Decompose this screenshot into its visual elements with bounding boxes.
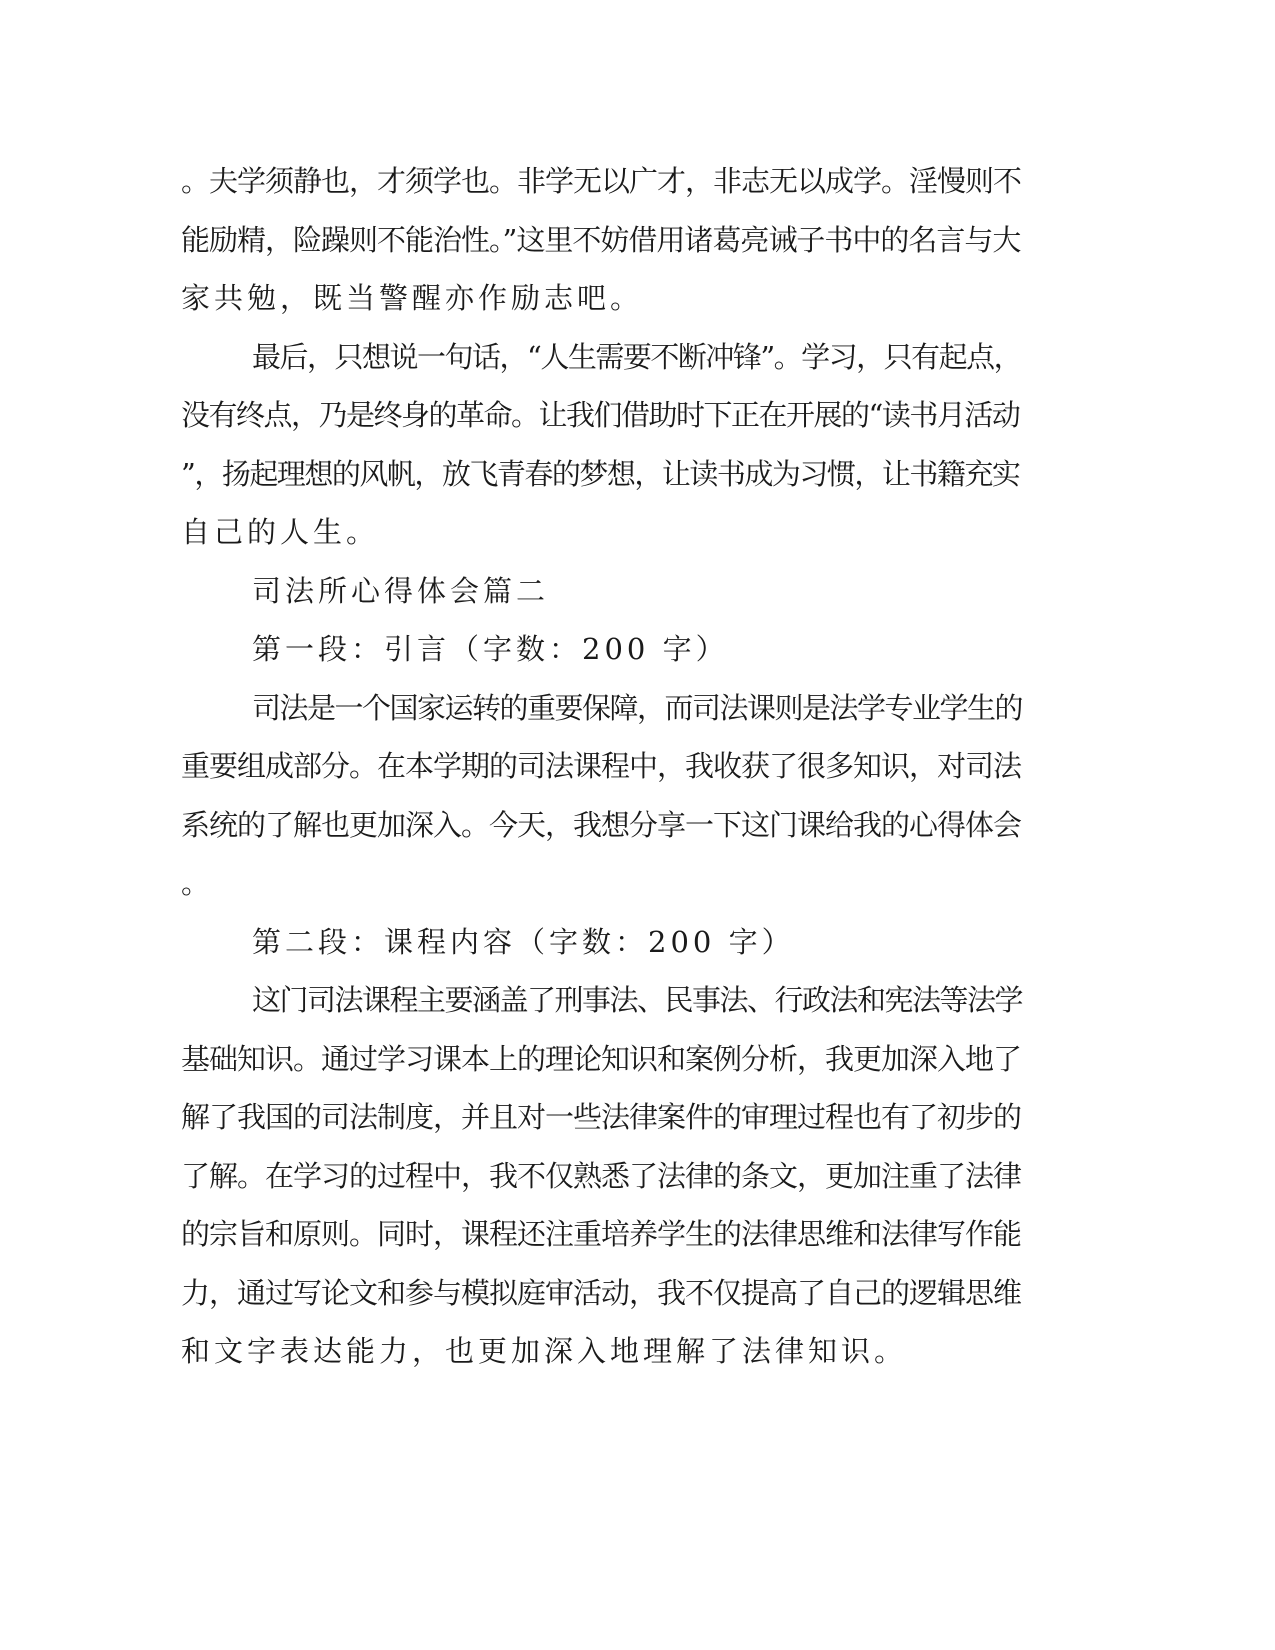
paragraph-heading: 第一段：引言（字数：200 字）	[252, 632, 729, 666]
text-line: ”，扬起理想的风帆，放飞青春的梦想，让读书成为习惯，让书籍充实	[181, 457, 1020, 491]
text-line: 能励精，险躁则不能治性。”这里不妨借用诸葛亮诫子书中的名言与大	[181, 223, 1021, 257]
section-heading: 司法所心得体会篇二	[252, 574, 550, 608]
text-line: 家共勉，既当警醒亦作励志吧。	[181, 281, 644, 315]
text-line: 重要组成部分。在本学期的司法课程中，我收获了很多知识，对司法	[181, 749, 1022, 783]
text-line: 力，通过写论文和参与模拟庭审活动，我不仅提高了自己的逻辑思维	[181, 1276, 1022, 1310]
text-line: 基础知识。通过学习课本上的理论知识和案例分析，我更加深入地了	[181, 1042, 1022, 1076]
text-line: 了解。在学习的过程中，我不仅熟悉了法律的条文，更加注重了法律	[181, 1159, 1022, 1193]
text-line: 司法是一个国家运转的重要保障，而司法课则是法学专业学生的	[252, 691, 1023, 725]
text-line: 系统的了解也更加深入。今天，我想分享一下这门课给我的心得体会	[181, 808, 1022, 842]
paragraph-heading: 第二段：课程内容（字数：200 字）	[252, 925, 795, 959]
text-line: 最后，只想说一句话，“人生需要不断冲锋”。学习，只有起点，	[252, 340, 1022, 374]
text-line: 。	[181, 866, 215, 900]
text-line: 自己的人生。	[181, 515, 380, 549]
text-line: 的宗旨和原则。同时，课程还注重培养学生的法律思维和法律写作能	[181, 1217, 1022, 1251]
text-line: 。夫学须静也，才须学也。非学无以广才，非志无以成学。淫慢则不	[181, 164, 1022, 198]
text-line: 和文字表达能力，也更加深入地理解了法律知识。	[181, 1334, 908, 1368]
text-line: 解了我国的司法制度，并且对一些法律案件的审理过程也有了初步的	[181, 1100, 1022, 1134]
text-line: 没有终点，乃是终身的革命。让我们借助时下正在开展的“读书月活动	[181, 398, 1020, 432]
text-line: 这门司法课程主要涵盖了刑事法、民事法、行政法和宪法等法学	[252, 983, 1023, 1017]
